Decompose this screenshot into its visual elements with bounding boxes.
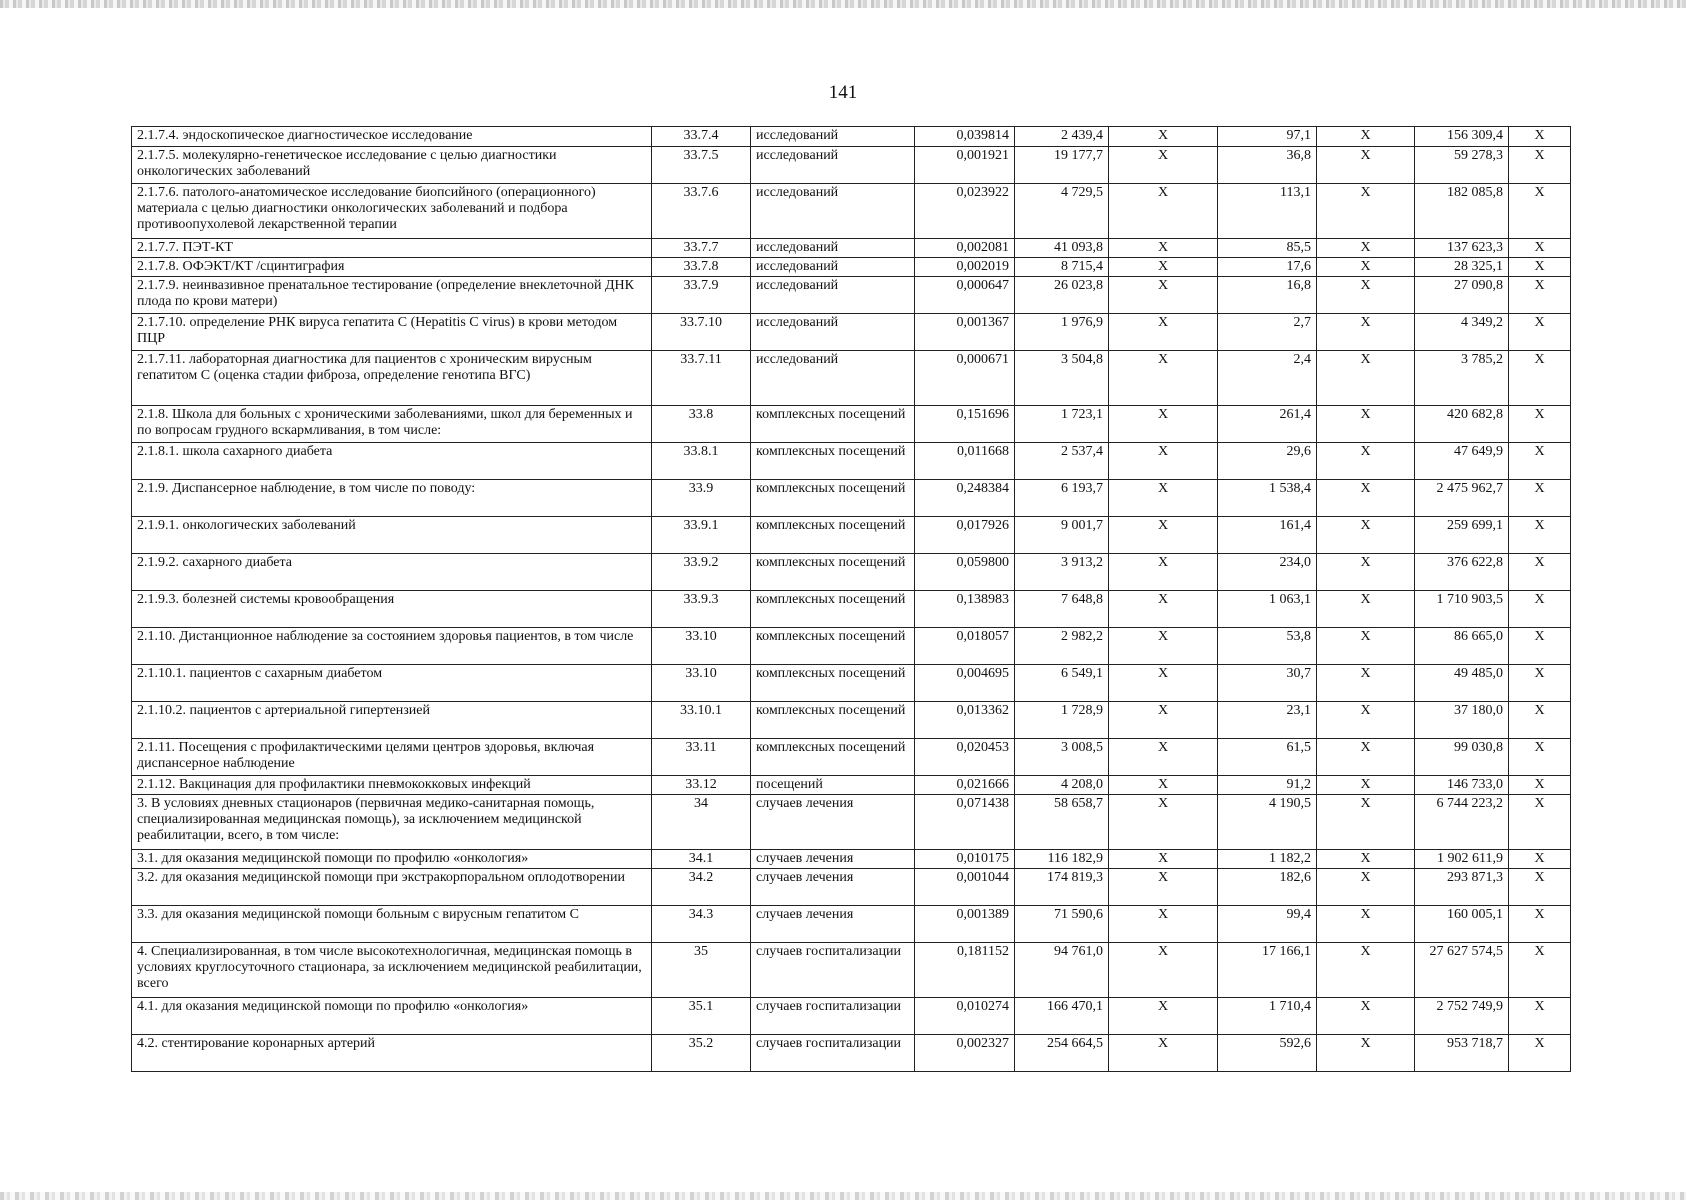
row-x: Х bbox=[1317, 628, 1415, 665]
row-unit: исследований bbox=[751, 258, 915, 277]
row-code: 33.8 bbox=[652, 406, 751, 443]
row-cost: 4 729,5 bbox=[1015, 184, 1109, 239]
row-unit: комплексных посещений bbox=[751, 591, 915, 628]
row-code: 34.3 bbox=[652, 906, 751, 943]
row-norm: 0,004695 bbox=[915, 665, 1015, 702]
row-norm: 0,181152 bbox=[915, 943, 1015, 998]
row-x: Х bbox=[1109, 739, 1218, 776]
row-cost: 8 715,4 bbox=[1015, 258, 1109, 277]
row-norm: 0,011668 bbox=[915, 443, 1015, 480]
row-x: Х bbox=[1317, 147, 1415, 184]
row-x: Х bbox=[1109, 443, 1218, 480]
row-cost: 1 976,9 bbox=[1015, 314, 1109, 351]
row-per-capita: 1 710,4 bbox=[1218, 998, 1317, 1035]
row-unit: исследований bbox=[751, 127, 915, 147]
row-x: Х bbox=[1509, 239, 1571, 258]
row-total: 2 752 749,9 bbox=[1415, 998, 1509, 1035]
table-row bbox=[132, 776, 1571, 795]
row-per-capita: 2,7 bbox=[1218, 314, 1317, 351]
row-code: 33.7.10 bbox=[652, 314, 751, 351]
row-name: 3.2. для оказания медицинской помощи при экстракорпоральном оплодотворении bbox=[132, 869, 652, 906]
row-x: Х bbox=[1317, 739, 1415, 776]
table-row bbox=[132, 998, 1571, 1035]
row-per-capita: 53,8 bbox=[1218, 628, 1317, 665]
table-row bbox=[132, 554, 1571, 591]
row-x: Х bbox=[1109, 869, 1218, 906]
row-unit: комплексных посещений bbox=[751, 702, 915, 739]
table-row bbox=[132, 406, 1571, 443]
row-name: 2.1.7.9. неинвазивное пренатальное тестирование (определение внеклеточной ДНК плода по крови матери) bbox=[132, 277, 652, 314]
row-total: 27 090,8 bbox=[1415, 277, 1509, 314]
row-total: 99 030,8 bbox=[1415, 739, 1509, 776]
row-x: Х bbox=[1109, 351, 1218, 406]
row-x: Х bbox=[1509, 258, 1571, 277]
row-unit: комплексных посещений bbox=[751, 517, 915, 554]
row-cost: 9 001,7 bbox=[1015, 517, 1109, 554]
row-total: 156 309,4 bbox=[1415, 127, 1509, 147]
row-norm: 0,020453 bbox=[915, 739, 1015, 776]
row-x: Х bbox=[1109, 998, 1218, 1035]
row-unit: комплексных посещений bbox=[751, 628, 915, 665]
row-norm: 0,151696 bbox=[915, 406, 1015, 443]
row-total: 1 902 611,9 bbox=[1415, 850, 1509, 869]
row-cost: 26 023,8 bbox=[1015, 277, 1109, 314]
row-x: Х bbox=[1109, 554, 1218, 591]
row-x: Х bbox=[1509, 517, 1571, 554]
row-code: 33.12 bbox=[652, 776, 751, 795]
row-code: 34.1 bbox=[652, 850, 751, 869]
table-row bbox=[132, 184, 1571, 239]
row-x: Х bbox=[1109, 776, 1218, 795]
row-norm: 0,023922 bbox=[915, 184, 1015, 239]
row-total: 420 682,8 bbox=[1415, 406, 1509, 443]
row-x: Х bbox=[1317, 351, 1415, 406]
row-cost: 2 537,4 bbox=[1015, 443, 1109, 480]
row-x: Х bbox=[1317, 517, 1415, 554]
row-x: Х bbox=[1317, 591, 1415, 628]
table-row bbox=[132, 239, 1571, 258]
row-x: Х bbox=[1109, 795, 1218, 850]
table-row bbox=[132, 943, 1571, 998]
row-x: Х bbox=[1317, 776, 1415, 795]
row-cost: 19 177,7 bbox=[1015, 147, 1109, 184]
row-x: Х bbox=[1317, 943, 1415, 998]
row-code: 33.9.3 bbox=[652, 591, 751, 628]
row-unit: комплексных посещений bbox=[751, 406, 915, 443]
row-code: 33.7.6 bbox=[652, 184, 751, 239]
row-name: 2.1.7.5. молекулярно-генетическое исследование с целью диагностики онкологических заболеваний bbox=[132, 147, 652, 184]
row-total: 3 785,2 bbox=[1415, 351, 1509, 406]
row-x: Х bbox=[1317, 184, 1415, 239]
row-x: Х bbox=[1109, 184, 1218, 239]
row-x: Х bbox=[1317, 314, 1415, 351]
row-x: Х bbox=[1509, 943, 1571, 998]
row-code: 33.9.1 bbox=[652, 517, 751, 554]
row-code: 33.8.1 bbox=[652, 443, 751, 480]
row-x: Х bbox=[1317, 998, 1415, 1035]
row-unit: исследований bbox=[751, 314, 915, 351]
row-total: 49 485,0 bbox=[1415, 665, 1509, 702]
row-norm: 0,039814 bbox=[915, 127, 1015, 147]
row-x: Х bbox=[1509, 127, 1571, 147]
row-total: 2 475 962,7 bbox=[1415, 480, 1509, 517]
row-x: Х bbox=[1509, 351, 1571, 406]
row-cost: 3 913,2 bbox=[1015, 554, 1109, 591]
row-cost: 94 761,0 bbox=[1015, 943, 1109, 998]
row-per-capita: 99,4 bbox=[1218, 906, 1317, 943]
row-norm: 0,001389 bbox=[915, 906, 1015, 943]
row-x: Х bbox=[1317, 406, 1415, 443]
row-total: 1 710 903,5 bbox=[1415, 591, 1509, 628]
row-name: 2.1.7.4. эндоскопическое диагностическое исследование bbox=[132, 127, 652, 147]
row-norm: 0,013362 bbox=[915, 702, 1015, 739]
row-x: Х bbox=[1317, 702, 1415, 739]
row-x: Х bbox=[1109, 147, 1218, 184]
row-name: 2.1.11. Посещения с профилактическими целями центров здоровья, включая диспансерное наблюдение bbox=[132, 739, 652, 776]
row-name: 2.1.9.2. сахарного диабета bbox=[132, 554, 652, 591]
row-unit: исследований bbox=[751, 239, 915, 258]
row-name: 2.1.7.7. ПЭТ-КТ bbox=[132, 239, 652, 258]
row-code: 33.10 bbox=[652, 628, 751, 665]
row-cost: 1 728,9 bbox=[1015, 702, 1109, 739]
row-x: Х bbox=[1509, 314, 1571, 351]
row-per-capita: 4 190,5 bbox=[1218, 795, 1317, 850]
table-row bbox=[132, 1035, 1571, 1072]
row-name: 4. Специализированная, в том числе высокотехнологичная, медицинская помощь в условиях круглосуточного стационара, за исключением медицинской реабилитации, всего bbox=[132, 943, 652, 998]
row-per-capita: 85,5 bbox=[1218, 239, 1317, 258]
table-row bbox=[132, 277, 1571, 314]
row-x: Х bbox=[1509, 184, 1571, 239]
row-name: 4.1. для оказания медицинской помощи по профилю «онкология» bbox=[132, 998, 652, 1035]
row-name: 2.1.9.3. болезней системы кровообращения bbox=[132, 591, 652, 628]
row-norm: 0,021666 bbox=[915, 776, 1015, 795]
row-x: Х bbox=[1509, 739, 1571, 776]
row-unit: комплексных посещений bbox=[751, 739, 915, 776]
row-x: Х bbox=[1109, 239, 1218, 258]
row-per-capita: 261,4 bbox=[1218, 406, 1317, 443]
row-x: Х bbox=[1109, 277, 1218, 314]
row-unit: случаев лечения bbox=[751, 869, 915, 906]
table-row bbox=[132, 258, 1571, 277]
row-name: 2.1.10.1. пациентов с сахарным диабетом bbox=[132, 665, 652, 702]
data-table bbox=[131, 126, 1571, 1072]
row-unit: исследований bbox=[751, 184, 915, 239]
row-x: Х bbox=[1109, 702, 1218, 739]
row-unit: случаев лечения bbox=[751, 795, 915, 850]
row-name: 2.1.7.11. лабораторная диагностика для пациентов с хроническим вирусным гепатитом С (оценка стадии фиброза, определение генотипа ВГС) bbox=[132, 351, 652, 406]
table-row bbox=[132, 739, 1571, 776]
row-unit: исследований bbox=[751, 351, 915, 406]
row-x: Х bbox=[1509, 443, 1571, 480]
row-x: Х bbox=[1509, 406, 1571, 443]
table-row bbox=[132, 869, 1571, 906]
row-code: 33.10 bbox=[652, 665, 751, 702]
row-code: 33.7.11 bbox=[652, 351, 751, 406]
row-code: 34 bbox=[652, 795, 751, 850]
page-number: 141 bbox=[828, 82, 858, 103]
row-per-capita: 1 063,1 bbox=[1218, 591, 1317, 628]
row-name: 3.1. для оказания медицинской помощи по профилю «онкология» bbox=[132, 850, 652, 869]
row-per-capita: 113,1 bbox=[1218, 184, 1317, 239]
row-total: 47 649,9 bbox=[1415, 443, 1509, 480]
row-x: Х bbox=[1317, 665, 1415, 702]
table-row bbox=[132, 628, 1571, 665]
row-per-capita: 17,6 bbox=[1218, 258, 1317, 277]
row-norm: 0,001044 bbox=[915, 869, 1015, 906]
row-total: 182 085,8 bbox=[1415, 184, 1509, 239]
row-unit: комплексных посещений bbox=[751, 480, 915, 517]
row-unit: случаев госпитализации bbox=[751, 998, 915, 1035]
row-x: Х bbox=[1509, 850, 1571, 869]
row-x: Х bbox=[1317, 795, 1415, 850]
row-x: Х bbox=[1317, 239, 1415, 258]
row-code: 33.7.7 bbox=[652, 239, 751, 258]
row-code: 33.9 bbox=[652, 480, 751, 517]
row-unit: комплексных посещений bbox=[751, 665, 915, 702]
row-total: 6 744 223,2 bbox=[1415, 795, 1509, 850]
row-cost: 6 193,7 bbox=[1015, 480, 1109, 517]
row-name: 2.1.12. Вакцинация для профилактики пневмококковых инфекций bbox=[132, 776, 652, 795]
row-x: Х bbox=[1317, 906, 1415, 943]
row-code: 35.1 bbox=[652, 998, 751, 1035]
row-x: Х bbox=[1509, 1035, 1571, 1072]
row-name: 2.1.7.6. патолого-анатомическое исследование биопсийного (операционного) материала с целью диагностики онкологических заболеваний и подбора противоопухолевой лекарственной терапии bbox=[132, 184, 652, 239]
row-x: Х bbox=[1109, 517, 1218, 554]
table-row bbox=[132, 665, 1571, 702]
row-per-capita: 16,8 bbox=[1218, 277, 1317, 314]
row-x: Х bbox=[1317, 850, 1415, 869]
table-row bbox=[132, 517, 1571, 554]
row-x: Х bbox=[1109, 480, 1218, 517]
row-code: 35.2 bbox=[652, 1035, 751, 1072]
row-cost: 174 819,3 bbox=[1015, 869, 1109, 906]
row-x: Х bbox=[1109, 628, 1218, 665]
row-cost: 58 658,7 bbox=[1015, 795, 1109, 850]
row-per-capita: 182,6 bbox=[1218, 869, 1317, 906]
row-cost: 4 208,0 bbox=[1015, 776, 1109, 795]
row-x: Х bbox=[1109, 943, 1218, 998]
row-x: Х bbox=[1109, 314, 1218, 351]
row-unit: комплексных посещений bbox=[751, 443, 915, 480]
table-row bbox=[132, 147, 1571, 184]
row-total: 160 005,1 bbox=[1415, 906, 1509, 943]
row-x: Х bbox=[1509, 906, 1571, 943]
table-row bbox=[132, 480, 1571, 517]
scan-noise-bottom bbox=[0, 1192, 1686, 1200]
row-per-capita: 592,6 bbox=[1218, 1035, 1317, 1072]
row-norm: 0,138983 bbox=[915, 591, 1015, 628]
row-code: 33.11 bbox=[652, 739, 751, 776]
row-code: 33.7.9 bbox=[652, 277, 751, 314]
row-norm: 0,248384 bbox=[915, 480, 1015, 517]
row-name: 2.1.7.8. ОФЭКТ/КТ /сцинтиграфия bbox=[132, 258, 652, 277]
row-total: 37 180,0 bbox=[1415, 702, 1509, 739]
row-per-capita: 161,4 bbox=[1218, 517, 1317, 554]
row-norm: 0,017926 bbox=[915, 517, 1015, 554]
row-per-capita: 30,7 bbox=[1218, 665, 1317, 702]
row-per-capita: 1 182,2 bbox=[1218, 850, 1317, 869]
row-total: 28 325,1 bbox=[1415, 258, 1509, 277]
row-x: Х bbox=[1509, 591, 1571, 628]
row-x: Х bbox=[1509, 702, 1571, 739]
table-row bbox=[132, 906, 1571, 943]
row-cost: 7 648,8 bbox=[1015, 591, 1109, 628]
row-per-capita: 234,0 bbox=[1218, 554, 1317, 591]
row-total: 59 278,3 bbox=[1415, 147, 1509, 184]
row-unit: исследований bbox=[751, 277, 915, 314]
scan-noise-top bbox=[0, 0, 1686, 8]
row-total: 27 627 574,5 bbox=[1415, 943, 1509, 998]
row-norm: 0,001367 bbox=[915, 314, 1015, 351]
row-per-capita: 91,2 bbox=[1218, 776, 1317, 795]
row-code: 34.2 bbox=[652, 869, 751, 906]
row-cost: 2 982,2 bbox=[1015, 628, 1109, 665]
row-x: Х bbox=[1509, 147, 1571, 184]
table-row bbox=[132, 314, 1571, 351]
table-row bbox=[132, 850, 1571, 869]
row-norm: 0,001921 bbox=[915, 147, 1015, 184]
row-total: 86 665,0 bbox=[1415, 628, 1509, 665]
row-x: Х bbox=[1109, 1035, 1218, 1072]
row-total: 376 622,8 bbox=[1415, 554, 1509, 591]
row-norm: 0,018057 bbox=[915, 628, 1015, 665]
row-cost: 2 439,4 bbox=[1015, 127, 1109, 147]
row-x: Х bbox=[1109, 406, 1218, 443]
row-name: 2.1.10.2. пациентов с артериальной гипертензией bbox=[132, 702, 652, 739]
row-x: Х bbox=[1509, 480, 1571, 517]
row-per-capita: 1 538,4 bbox=[1218, 480, 1317, 517]
row-per-capita: 36,8 bbox=[1218, 147, 1317, 184]
row-x: Х bbox=[1109, 127, 1218, 147]
row-cost: 1 723,1 bbox=[1015, 406, 1109, 443]
row-code: 33.7.8 bbox=[652, 258, 751, 277]
row-norm: 0,010274 bbox=[915, 998, 1015, 1035]
row-cost: 71 590,6 bbox=[1015, 906, 1109, 943]
row-x: Х bbox=[1317, 1035, 1415, 1072]
row-norm: 0,002019 bbox=[915, 258, 1015, 277]
row-name: 2.1.10. Дистанционное наблюдение за состоянием здоровья пациентов, в том числе bbox=[132, 628, 652, 665]
row-x: Х bbox=[1317, 258, 1415, 277]
row-cost: 166 470,1 bbox=[1015, 998, 1109, 1035]
row-total: 137 623,3 bbox=[1415, 239, 1509, 258]
row-per-capita: 61,5 bbox=[1218, 739, 1317, 776]
row-x: Х bbox=[1317, 443, 1415, 480]
row-norm: 0,071438 bbox=[915, 795, 1015, 850]
row-name: 3. В условиях дневных стационаров (первичная медико-санитарная помощь, специализированная медицинская помощь), за исключением медицинской реабилитации, всего, в том числе: bbox=[132, 795, 652, 850]
table-row bbox=[132, 702, 1571, 739]
row-unit: случаев госпитализации bbox=[751, 943, 915, 998]
row-cost: 254 664,5 bbox=[1015, 1035, 1109, 1072]
row-x: Х bbox=[1509, 554, 1571, 591]
row-unit: случаев лечения bbox=[751, 906, 915, 943]
table-row bbox=[132, 351, 1571, 406]
row-unit: случаев госпитализации bbox=[751, 1035, 915, 1072]
row-x: Х bbox=[1509, 869, 1571, 906]
row-unit: комплексных посещений bbox=[751, 554, 915, 591]
row-x: Х bbox=[1109, 850, 1218, 869]
row-x: Х bbox=[1109, 591, 1218, 628]
row-per-capita: 97,1 bbox=[1218, 127, 1317, 147]
row-x: Х bbox=[1509, 665, 1571, 702]
row-cost: 6 549,1 bbox=[1015, 665, 1109, 702]
table-row bbox=[132, 591, 1571, 628]
row-unit: случаев лечения bbox=[751, 850, 915, 869]
row-per-capita: 2,4 bbox=[1218, 351, 1317, 406]
row-per-capita: 23,1 bbox=[1218, 702, 1317, 739]
row-norm: 0,002327 bbox=[915, 1035, 1015, 1072]
row-x: Х bbox=[1317, 554, 1415, 591]
row-code: 35 bbox=[652, 943, 751, 998]
row-norm: 0,010175 bbox=[915, 850, 1015, 869]
row-name: 2.1.7.10. определение РНК вируса гепатита С (Hepatitis С virus) в крови методом ПЦР bbox=[132, 314, 652, 351]
row-cost: 3 008,5 bbox=[1015, 739, 1109, 776]
row-name: 2.1.8. Школа для больных с хроническими заболеваниями, школ для беременных и по вопросам грудного вскармливания, в том числе: bbox=[132, 406, 652, 443]
row-norm: 0,059800 bbox=[915, 554, 1015, 591]
row-code: 33.7.4 bbox=[652, 127, 751, 147]
row-x: Х bbox=[1109, 906, 1218, 943]
row-x: Х bbox=[1109, 258, 1218, 277]
row-x: Х bbox=[1317, 869, 1415, 906]
row-x: Х bbox=[1317, 277, 1415, 314]
row-total: 259 699,1 bbox=[1415, 517, 1509, 554]
row-per-capita: 29,6 bbox=[1218, 443, 1317, 480]
row-x: Х bbox=[1317, 480, 1415, 517]
row-norm: 0,002081 bbox=[915, 239, 1015, 258]
row-name: 2.1.9. Диспансерное наблюдение, в том числе по поводу: bbox=[132, 480, 652, 517]
row-cost: 41 093,8 bbox=[1015, 239, 1109, 258]
row-per-capita: 17 166,1 bbox=[1218, 943, 1317, 998]
row-name: 3.3. для оказания медицинской помощи больным с вирусным гепатитом С bbox=[132, 906, 652, 943]
row-name: 4.2. стентирование коронарных артерий bbox=[132, 1035, 652, 1072]
row-x: Х bbox=[1509, 998, 1571, 1035]
table-row bbox=[132, 795, 1571, 850]
row-norm: 0,000671 bbox=[915, 351, 1015, 406]
row-code: 33.7.5 bbox=[652, 147, 751, 184]
row-x: Х bbox=[1509, 795, 1571, 850]
row-name: 2.1.8.1. школа сахарного диабета bbox=[132, 443, 652, 480]
row-x: Х bbox=[1509, 277, 1571, 314]
row-x: Х bbox=[1317, 127, 1415, 147]
row-norm: 0,000647 bbox=[915, 277, 1015, 314]
row-code: 33.10.1 bbox=[652, 702, 751, 739]
table-row bbox=[132, 443, 1571, 480]
row-total: 293 871,3 bbox=[1415, 869, 1509, 906]
row-name: 2.1.9.1. онкологических заболеваний bbox=[132, 517, 652, 554]
row-x: Х bbox=[1109, 665, 1218, 702]
row-unit: исследований bbox=[751, 147, 915, 184]
row-x: Х bbox=[1509, 628, 1571, 665]
row-code: 33.9.2 bbox=[652, 554, 751, 591]
row-unit: посещений bbox=[751, 776, 915, 795]
row-total: 4 349,2 bbox=[1415, 314, 1509, 351]
row-total: 146 733,0 bbox=[1415, 776, 1509, 795]
row-total: 953 718,7 bbox=[1415, 1035, 1509, 1072]
table-row bbox=[132, 127, 1571, 147]
row-cost: 3 504,8 bbox=[1015, 351, 1109, 406]
row-cost: 116 182,9 bbox=[1015, 850, 1109, 869]
row-x: Х bbox=[1509, 776, 1571, 795]
